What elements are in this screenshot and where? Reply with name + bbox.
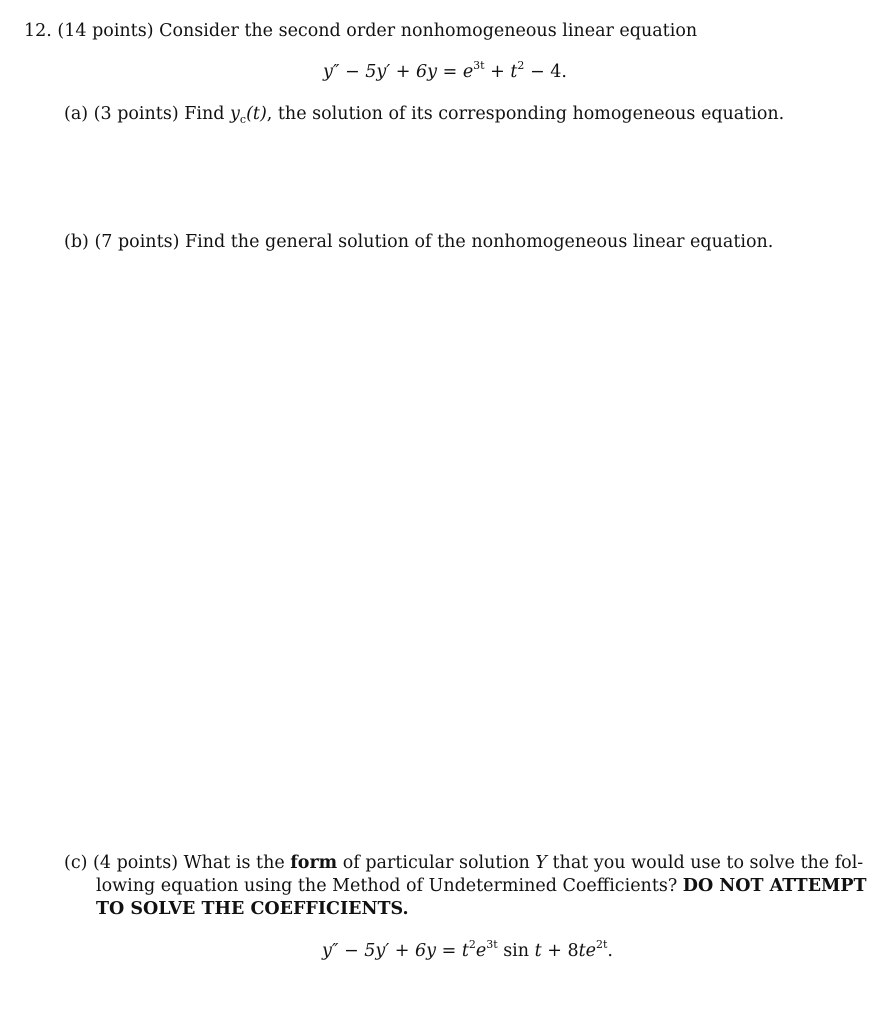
equation-c-sin-arg: t: [534, 941, 542, 961]
equation-main-end: − 4.: [524, 62, 567, 82]
part-c-line2-bold: DO NOT ATTEMPT: [682, 876, 867, 896]
equation-c-te: te: [578, 941, 596, 961]
equation-c-t-exponent: 2: [468, 938, 476, 951]
part-c-points: (4 points): [93, 853, 179, 873]
part-a-math-var: y: [230, 104, 240, 124]
equation-c-e: e: [475, 941, 487, 961]
equation-c-plus: + 8: [541, 941, 579, 961]
part-b-points: (7 points): [94, 232, 180, 252]
part-b-label: (b): [64, 232, 89, 252]
equation-main-t-exponent: 2: [517, 59, 525, 72]
problem-number: 12.: [24, 21, 52, 41]
part-a-label: (a): [64, 104, 89, 124]
part-a-math-sub: c: [239, 113, 247, 126]
part-a: [64, 106, 784, 124]
part-c-line2-text: lowing equation using the Method of Undetermined Coefficients?: [96, 876, 683, 896]
equation-main-mid: + t: [484, 62, 518, 82]
part-c-line-2: [96, 878, 867, 896]
part-c-line1-pre: What is the: [183, 853, 291, 873]
part-a-points: (3 points): [93, 104, 179, 124]
part-c-line1-post: that you would use to solve the fol-: [546, 853, 864, 873]
part-a-text-after: , the solution of its corresponding homogeneous equation.: [266, 104, 785, 124]
equation-c-end: .: [607, 941, 613, 961]
equation-c-t: t: [461, 941, 469, 961]
equation-c-e-exponent: 3t: [486, 938, 498, 951]
part-a-text-before: Find: [184, 104, 231, 124]
problem-intro: Consider the second order nonhomogeneous linear equation: [159, 21, 698, 41]
equation-c-te-exponent: 2t: [596, 938, 608, 951]
equation-part-c: [322, 938, 613, 961]
equation-main-e-exponent: 3t: [473, 59, 485, 72]
part-c-line-1: [64, 855, 863, 873]
part-b-text: Find the general solution of the nonhomogeneous linear equation.: [185, 232, 774, 252]
equation-c-sin: sin: [497, 941, 535, 961]
part-a-math-arg: (t): [246, 104, 267, 124]
equation-c-lhs: y″ − 5y′ + 6y =: [322, 941, 462, 961]
part-c-line-3: [96, 901, 409, 919]
equation-main: [323, 59, 567, 82]
part-c-var-y: Y: [535, 853, 547, 873]
part-c-line3-bold: TO SOLVE THE COEFFICIENTS.: [96, 899, 409, 919]
equation-main-e: e: [462, 62, 474, 82]
part-c-line1-mid: of particular solution: [337, 853, 536, 873]
equation-main-lhs: y″ − 5y′ + 6y =: [323, 62, 463, 82]
problem-header: [24, 23, 697, 41]
part-b: [64, 234, 773, 252]
problem-points: (14 points): [57, 21, 154, 41]
part-c-form-word: form: [290, 853, 338, 873]
part-c-label: (c): [64, 853, 88, 873]
